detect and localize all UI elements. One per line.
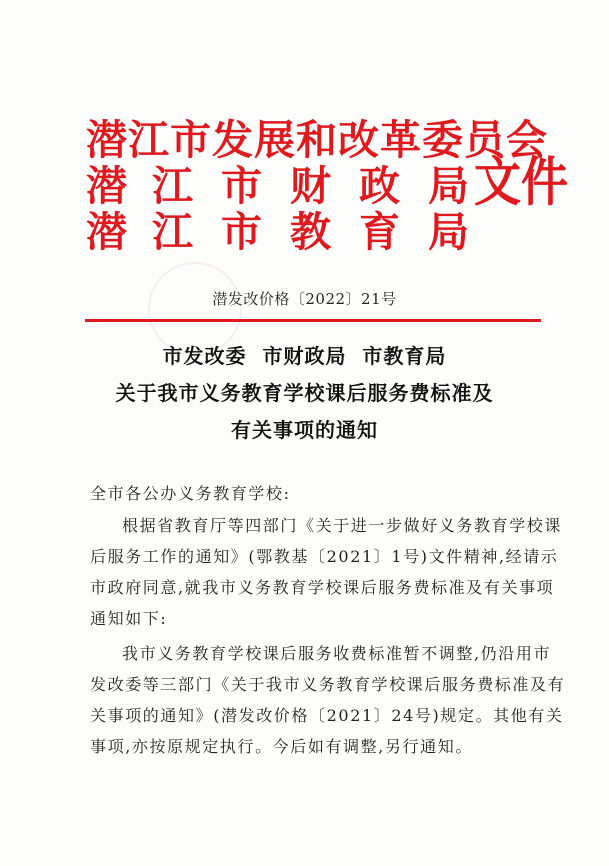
header-char: 市 xyxy=(221,208,262,256)
paragraph-line: 关事项的通知》(潜发改价格〔2021〕24号)规定。其他有关 xyxy=(90,706,564,725)
header-line-finance-bureau xyxy=(86,164,469,208)
notice-title-line-3: 有关事项的通知 xyxy=(231,418,378,442)
header-char: 江 xyxy=(152,208,193,256)
header-line-development-commission: 潜江市发展和改革委员会 xyxy=(86,116,548,164)
salutation: 全市各公办义务教育学校: xyxy=(90,484,291,503)
header-char: 政 xyxy=(359,162,400,210)
header-char: 潜 xyxy=(86,162,127,210)
header-char: 育 xyxy=(359,208,400,256)
issuing-authority-header xyxy=(86,116,568,258)
header-document-suffix: 文件 xyxy=(474,152,568,214)
red-divider-line xyxy=(85,319,541,322)
paragraph-line: 事项,亦按原规定执行。今后如有调整,另行通知。 xyxy=(90,737,473,756)
document-number: 潜发改价格〔2022〕21号 xyxy=(212,290,397,308)
header-char: 局 xyxy=(428,208,469,256)
paragraph-line: 发改委等三部门《关于我市义务教育学校课后服务费标准及有 xyxy=(90,675,566,694)
header-char: 财 xyxy=(290,162,331,210)
header-char: 局 xyxy=(428,162,469,210)
paragraph-line: 根据省教育厅等四部门《关于进一步做好义务教育学校课 xyxy=(122,516,563,535)
notice-title-line-2: 关于我市义务教育学校课后服务费标准及 xyxy=(115,381,494,405)
paragraph-line: 我市义务教育学校课后服务收费标准暂不调整,仍沿用市 xyxy=(122,644,552,663)
header-char: 教 xyxy=(290,208,331,256)
paragraph-1 xyxy=(90,510,563,634)
notice-title-line-1: 市发改委 市财政局 市教育局 xyxy=(162,344,447,368)
paragraph-line: 后服务工作的通知》(鄂教基〔2021〕1号)文件精神,经请示 xyxy=(90,547,559,566)
header-char: 市 xyxy=(221,162,262,210)
header-char: 江 xyxy=(152,162,193,210)
paragraph-2 xyxy=(90,638,566,762)
paragraph-line: 市政府同意,就我市义务教育学校课后服务费标准及有关事项 xyxy=(90,578,555,597)
header-line-education-bureau xyxy=(86,210,469,254)
header-char: 潜 xyxy=(86,208,127,256)
paragraph-line: 通知如下: xyxy=(90,609,168,628)
